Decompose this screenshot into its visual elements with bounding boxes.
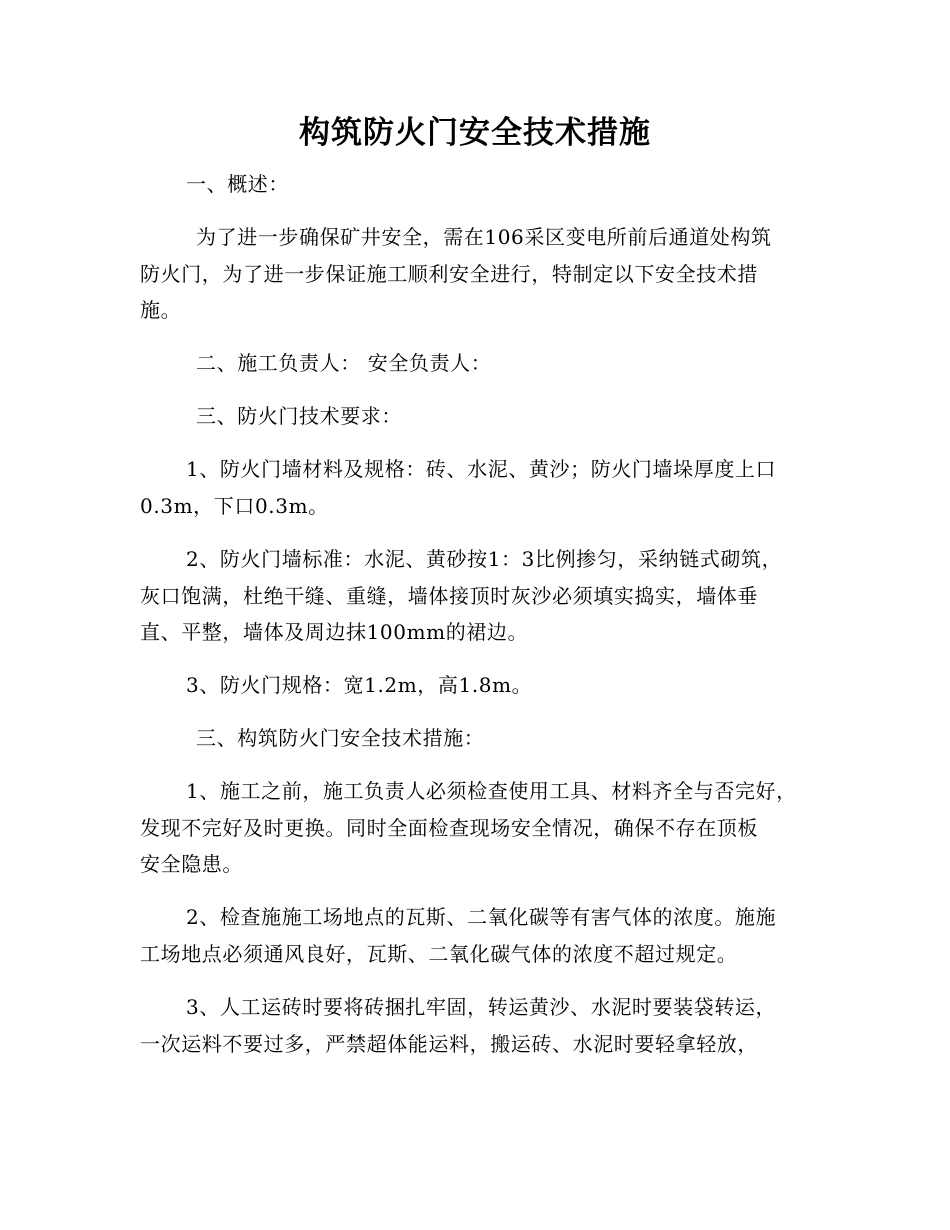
- paragraph-line: 工场地点必须通风良好，瓦斯、二氧化碳气体的浓度不超过规定。: [140, 942, 738, 966]
- paragraph-line: 施。: [140, 298, 182, 322]
- paragraph-line: 安全隐患。: [140, 852, 243, 876]
- paragraph-line: 为了进一步确保矿井安全，需在106采区变电所前后通道处构筑: [196, 225, 772, 249]
- section-heading-overview: 一、概述：: [186, 172, 289, 196]
- paragraph-line: 1、防火门墙材料及规格：砖、水泥、黄沙；防火门墙垛厚度上口: [186, 457, 777, 481]
- section-heading-safety-measures: 三、构筑防火门安全技术措施：: [196, 726, 485, 750]
- paragraph-line: 灰口饱满，杜绝干缝、重缝，墙体接顶时灰沙必须填实捣实，墙体垂: [140, 584, 758, 608]
- paragraph-line: 1、施工之前，施工负责人必须检查使用工具、材料齐全与否完好，: [186, 779, 797, 803]
- section-heading-personnel: 二、施工负责人： 安全负责人：: [196, 351, 492, 375]
- section-heading-tech-requirements: 三、防火门技术要求：: [196, 404, 402, 428]
- paragraph-line: 2、防火门墙标准：水泥、黄砂按1：3比例掺匀，采纳链式砌筑，: [186, 547, 783, 571]
- document-title: 构筑防火门安全技术措施: [299, 115, 651, 151]
- paragraph-line: 2、检查施施工场地点的瓦斯、二氧化碳等有害气体的浓度。施施: [186, 905, 777, 929]
- paragraph-line: 发现不完好及时更换。同时全面检查现场安全情况，确保不存在顶板: [140, 816, 758, 840]
- paragraph-line: 防火门，为了进一步保证施工顺利安全进行，特制定以下安全技术措: [140, 262, 758, 286]
- paragraph-line: 0.3m，下口0.3m。: [140, 494, 329, 518]
- paragraph-line: 一次运料不要过多，严禁超体能运料，搬运砖、水泥时要轻拿轻放，: [140, 1032, 758, 1056]
- paragraph-line: 3、人工运砖时要将砖捆扎牢固，转运黄沙、水泥时要装袋转运，: [186, 995, 777, 1019]
- paragraph-line: 3、防火门规格：宽1.2m，高1.8m。: [186, 673, 533, 697]
- paragraph-line: 直、平整，墙体及周边抹100mm的裙边。: [140, 620, 529, 644]
